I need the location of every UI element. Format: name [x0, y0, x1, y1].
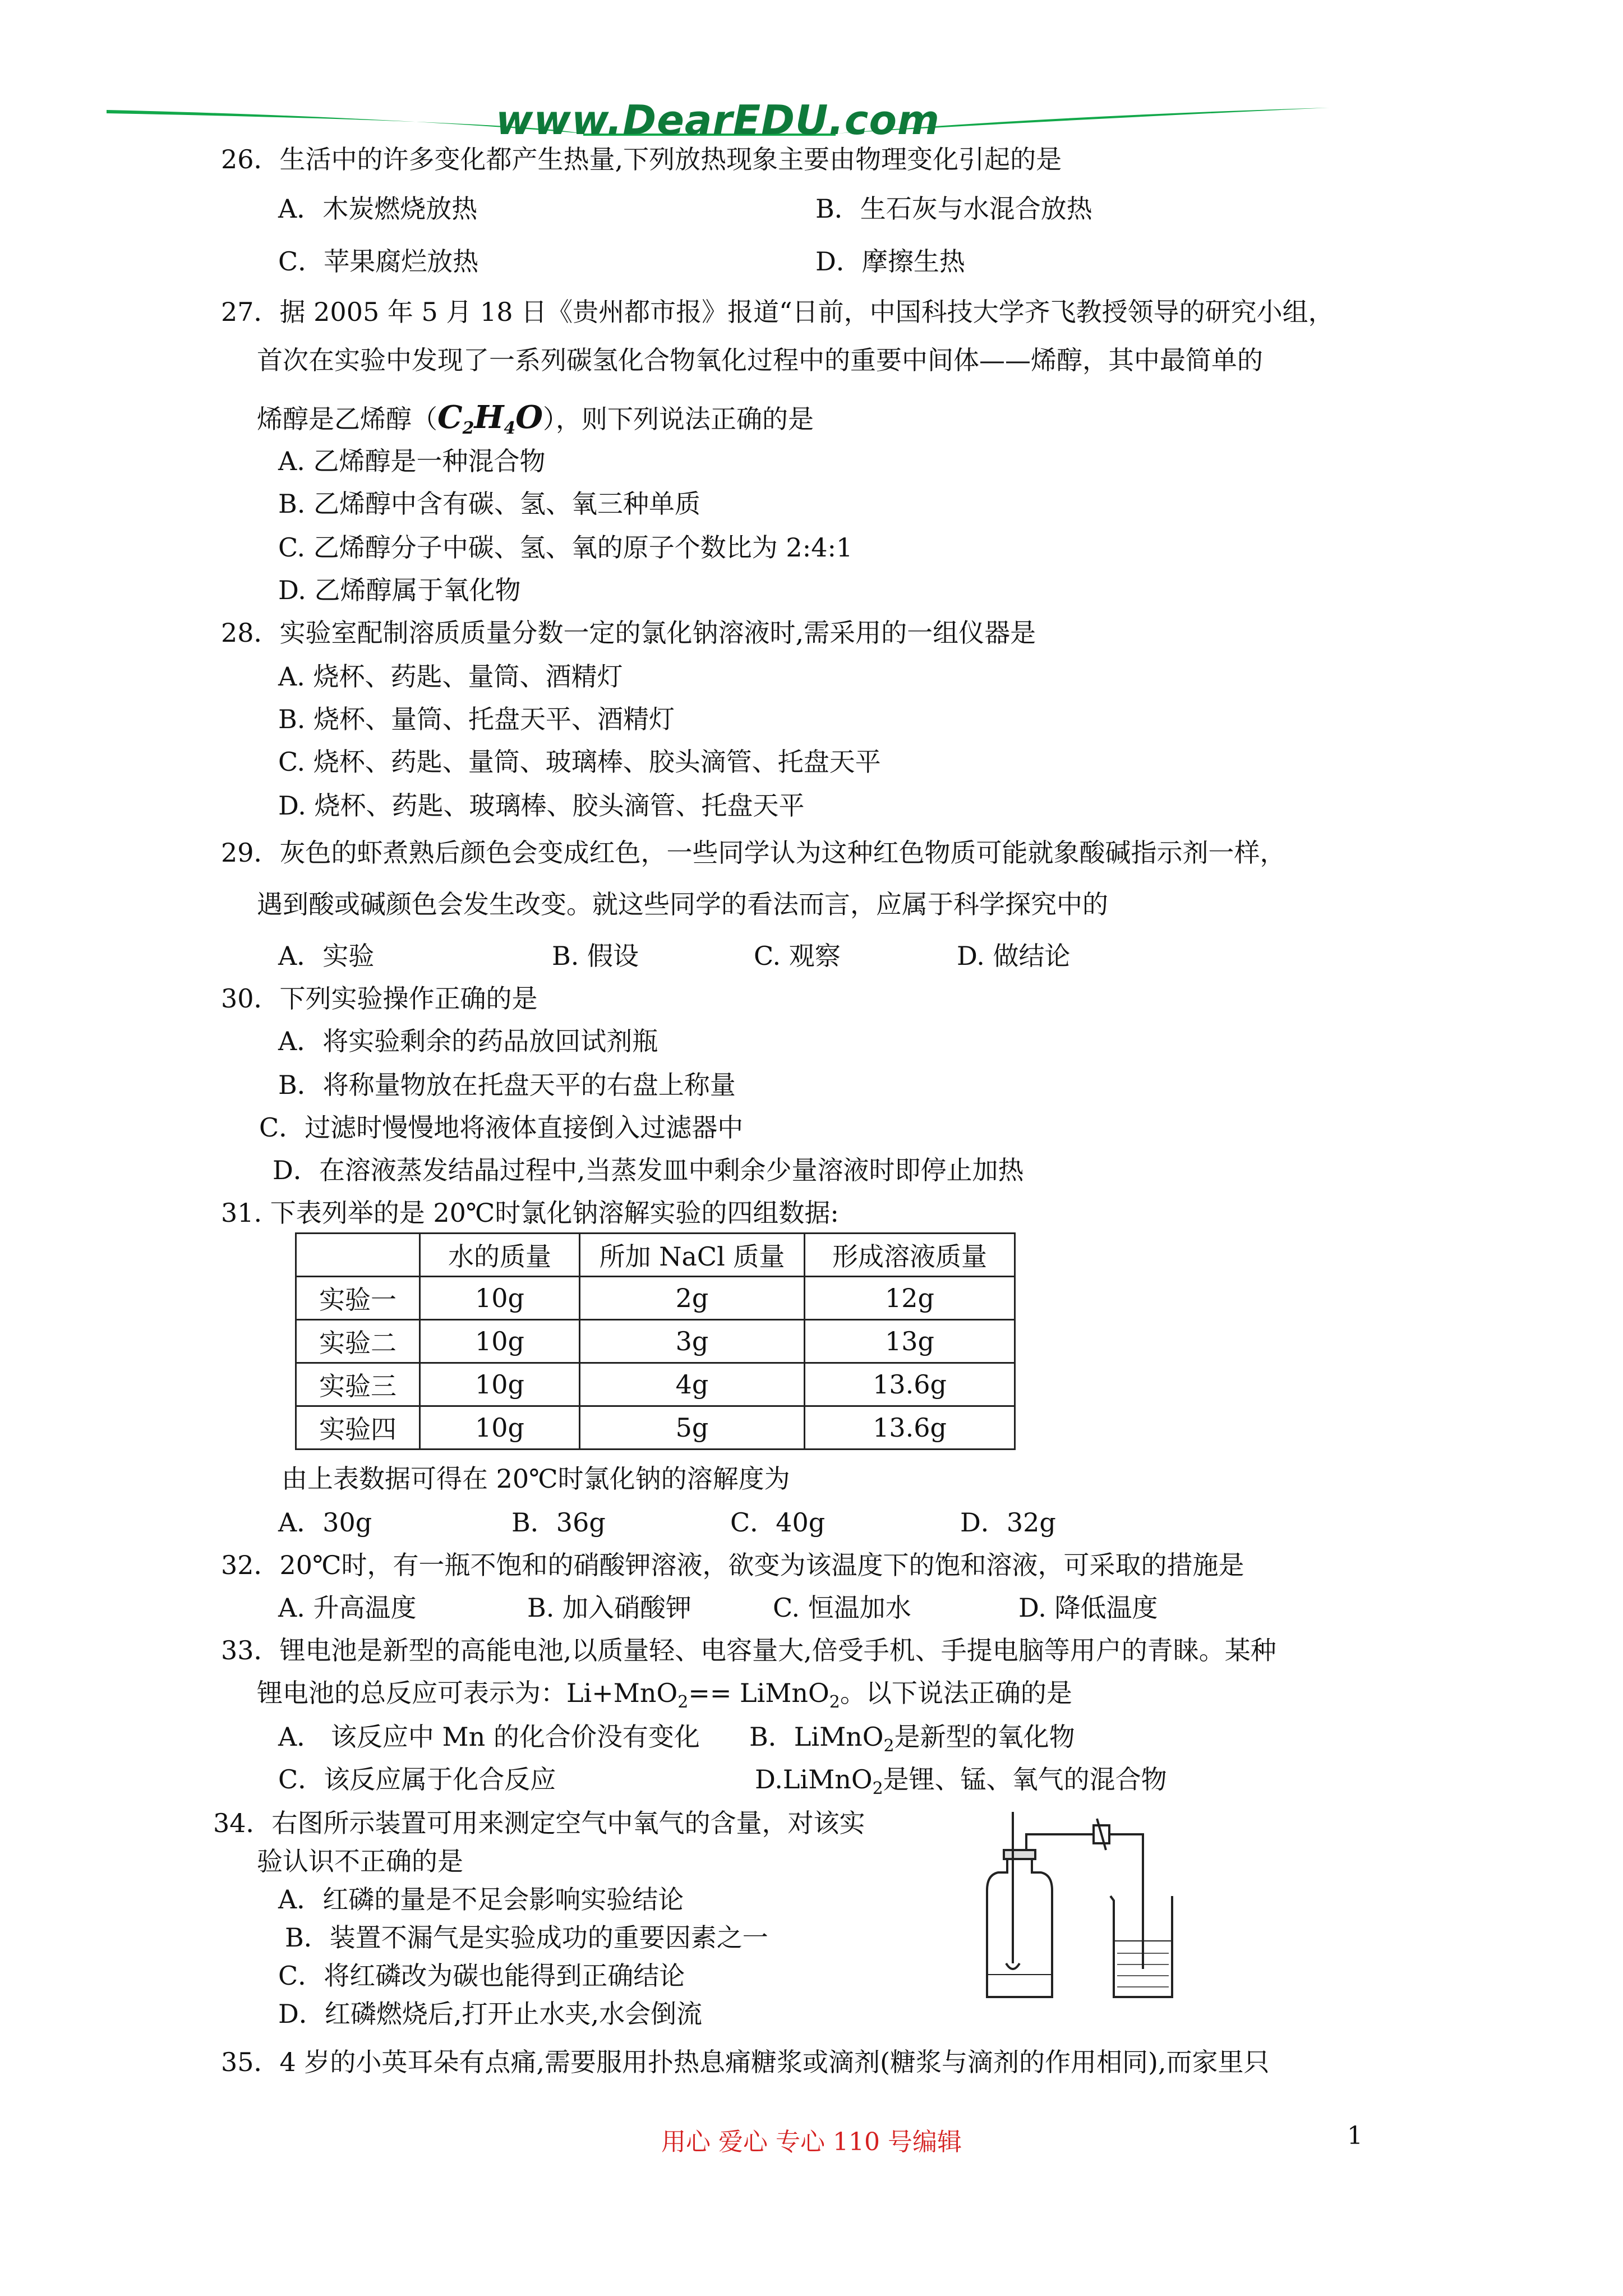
q26-option-a: A．木炭燃烧放热: [278, 194, 478, 224]
q34-option-a: A．红磷的量是不足会影响实验结论: [278, 1884, 684, 1915]
q31-option-c: C．40g: [730, 1507, 826, 1538]
table-row: [296, 1363, 1015, 1406]
q30-option-d: D．在溶液蒸发结晶过程中,当蒸发皿中剩余少量溶液时即停止加热: [273, 1155, 1024, 1185]
q26-option-b: B．生石灰与水混合放热: [815, 194, 1092, 224]
q32-option-a: A. 升高温度: [278, 1593, 417, 1623]
q27-option-a: A. 乙烯醇是一种混合物: [278, 446, 546, 476]
table-cell: 10g: [420, 1406, 580, 1450]
q34-option-b: B．装置不漏气是实验成功的重要因素之一: [285, 1922, 768, 1953]
q34-stem-line2: 验认识不正确的是: [257, 1846, 463, 1876]
q34-option-d: D．红磷燃烧后,打开止水夹,水会倒流: [278, 1999, 703, 2029]
table-cell: 实验四: [296, 1406, 420, 1450]
table-cell: 10g: [420, 1320, 580, 1363]
q33-option-d: D.LiMnO$_2$是锂、锰、氧气的混合物: [755, 1764, 1167, 1798]
q34-option-c: C．将红磷改为碳也能得到正确结论: [278, 1961, 685, 1991]
q34-stem-line1: 34．右图所示装置可用来测定空气中氧气的含量，对该实: [213, 1808, 865, 1838]
q29-option-a: A．实验: [278, 941, 375, 971]
chem-formula: $C_2H_4O$: [437, 399, 543, 438]
table-header-cell: 形成溶液质量: [805, 1234, 1015, 1277]
q30-option-c: C．过滤时慢慢地将液体直接倒入过滤器中: [259, 1112, 744, 1143]
site-logo-text: www.DearEDU.com: [496, 96, 940, 144]
table-row: [296, 1320, 1015, 1363]
q28-option-c: C. 烧杯、药匙、量筒、玻璃棒、胶头滴管、托盘天平: [278, 747, 881, 777]
q27-option-b: B. 乙烯醇中含有碳、氢、氧三种单质: [278, 489, 701, 519]
q27-stem-line2: 首次在实验中发现了一系列碳氢化合物氧化过程中的重要中间体——烯醇，其中最简单的: [257, 345, 1263, 375]
table-cell: 10g: [420, 1277, 580, 1320]
table-cell: 13.6g: [805, 1406, 1015, 1450]
q32-stem: 32．20℃时，有一瓶不饱和的硝酸钾溶液，欲变为该温度下的饱和溶液，可采取的措施是: [221, 1550, 1244, 1580]
q29-option-b: B. 假设: [552, 941, 639, 971]
table-cell: 5g: [580, 1406, 805, 1450]
q32-option-c: C. 恒温加水: [773, 1593, 911, 1623]
q26-option-d: D．摩擦生热: [815, 246, 965, 277]
table-header-cell: 水的质量: [420, 1234, 580, 1277]
table-cell: 13g: [805, 1320, 1015, 1363]
oxygen-apparatus-figure: [970, 1806, 1178, 2003]
q30-stem: 30．下列实验操作正确的是: [221, 983, 538, 1014]
q29-option-d: D. 做结论: [957, 941, 1071, 971]
q31-option-d: D．32g: [960, 1507, 1056, 1538]
table-header-row: [296, 1234, 1015, 1277]
q27-stem-line1: 27．据 2005 年 5 月 18 日《贵州都市报》报道“日前，中国科技大学齐飞教授领导的研究小组，: [221, 297, 1334, 327]
q27-option-c: C. 乙烯醇分子中碳、氢、氧的原子个数比为 2:4:1: [278, 532, 853, 563]
q30-option-a: A．将实验剩余的药品放回试剂瓶: [278, 1026, 658, 1056]
q31-stem: 31. 下表列举的是 20℃时氯化钠溶解实验的四组数据:: [221, 1198, 839, 1228]
q31-follow: 由上表数据可得在 20℃时氯化钠的溶解度为: [282, 1464, 790, 1494]
table-cell: 13.6g: [805, 1363, 1015, 1406]
q27-stem-line3: 烯醇是乙烯醇$(C_2H_4O)$，则下列说法正确的是: [257, 399, 814, 438]
q33-option-a: A． 该反应中 Mn 的化合价没有变化: [278, 1722, 700, 1752]
q26-stem: 26．生活中的许多变化都产生热量,下列放热现象主要由物理变化引起的是: [221, 144, 1062, 174]
q30-option-b: B．将称量物放在托盘天平的右盘上称量: [278, 1070, 736, 1100]
q32-option-d: D. 降低温度: [1018, 1593, 1158, 1623]
table-header-cell: 所加 NaCl 质量: [580, 1234, 805, 1277]
q29-stem-line2: 遇到酸或碱颜色会发生改变。就这些同学的看法而言，应属于科学探究中的: [257, 889, 1108, 919]
table-row: [296, 1406, 1015, 1450]
table-cell: 2g: [580, 1277, 805, 1320]
page-number: 1: [1347, 2122, 1363, 2150]
table-cell: 实验二: [296, 1320, 420, 1363]
table-cell: 3g: [580, 1320, 805, 1363]
q33-stem-line1: 33．锂电池是新型的高能电池,以质量轻、电容量大,倍受手机、手提电脑等用户的青睐。某种: [221, 1635, 1276, 1665]
q28-option-a: A. 烧杯、药匙、量筒、酒精灯: [278, 661, 623, 692]
table-cell: 4g: [580, 1363, 805, 1406]
q33-stem-line2: 锂电池的总反应可表示为：Li+MnO$_2$== LiMnO$_2$。以下说法正确的是: [257, 1678, 1072, 1712]
table-cell: 实验三: [296, 1363, 420, 1406]
q29-stem-line1: 29．灰色的虾煮熟后颜色会变成红色，一些同学认为这种红色物质可能就象酸碱指示剂一样，: [221, 838, 1286, 868]
solubility-table: [295, 1232, 1016, 1450]
q28-option-d: D. 烧杯、药匙、玻璃棒、胶头滴管、托盘天平: [278, 790, 805, 821]
q35-stem-line1: 35．4 岁的小英耳朵有点痛,需要服用扑热息痛糖浆或滴剂(糖浆与滴剂的作用相同),而家里只: [221, 2047, 1270, 2077]
table-cell: 实验一: [296, 1277, 420, 1320]
q32-option-b: B. 加入硝酸钾: [527, 1593, 692, 1623]
q27-option-d: D. 乙烯醇属于氧化物: [278, 575, 521, 605]
table-cell: 12g: [805, 1277, 1015, 1320]
q28-stem: 28．实验室配制溶质质量分数一定的氯化钠溶液时,需采用的一组仪器是: [221, 618, 1036, 648]
q28-option-b: B. 烧杯、量筒、托盘天平、酒精灯: [278, 704, 675, 734]
q31-option-b: B．36g: [511, 1507, 606, 1538]
q33-option-c: C．该反应属于化合反应: [278, 1764, 556, 1795]
table-row: [296, 1277, 1015, 1320]
table-cell: 10g: [420, 1363, 580, 1406]
q33-option-b: B．LiMnO$_2$是新型的氧化物: [749, 1722, 1075, 1756]
q29-option-c: C. 观察: [754, 941, 841, 971]
page-footer: 用心 爱心 专心 110 号编辑: [661, 2128, 962, 2156]
q26-option-c: C．苹果腐烂放热: [278, 246, 479, 277]
table-header-cell: [296, 1234, 420, 1277]
q31-option-a: A．30g: [278, 1507, 372, 1538]
